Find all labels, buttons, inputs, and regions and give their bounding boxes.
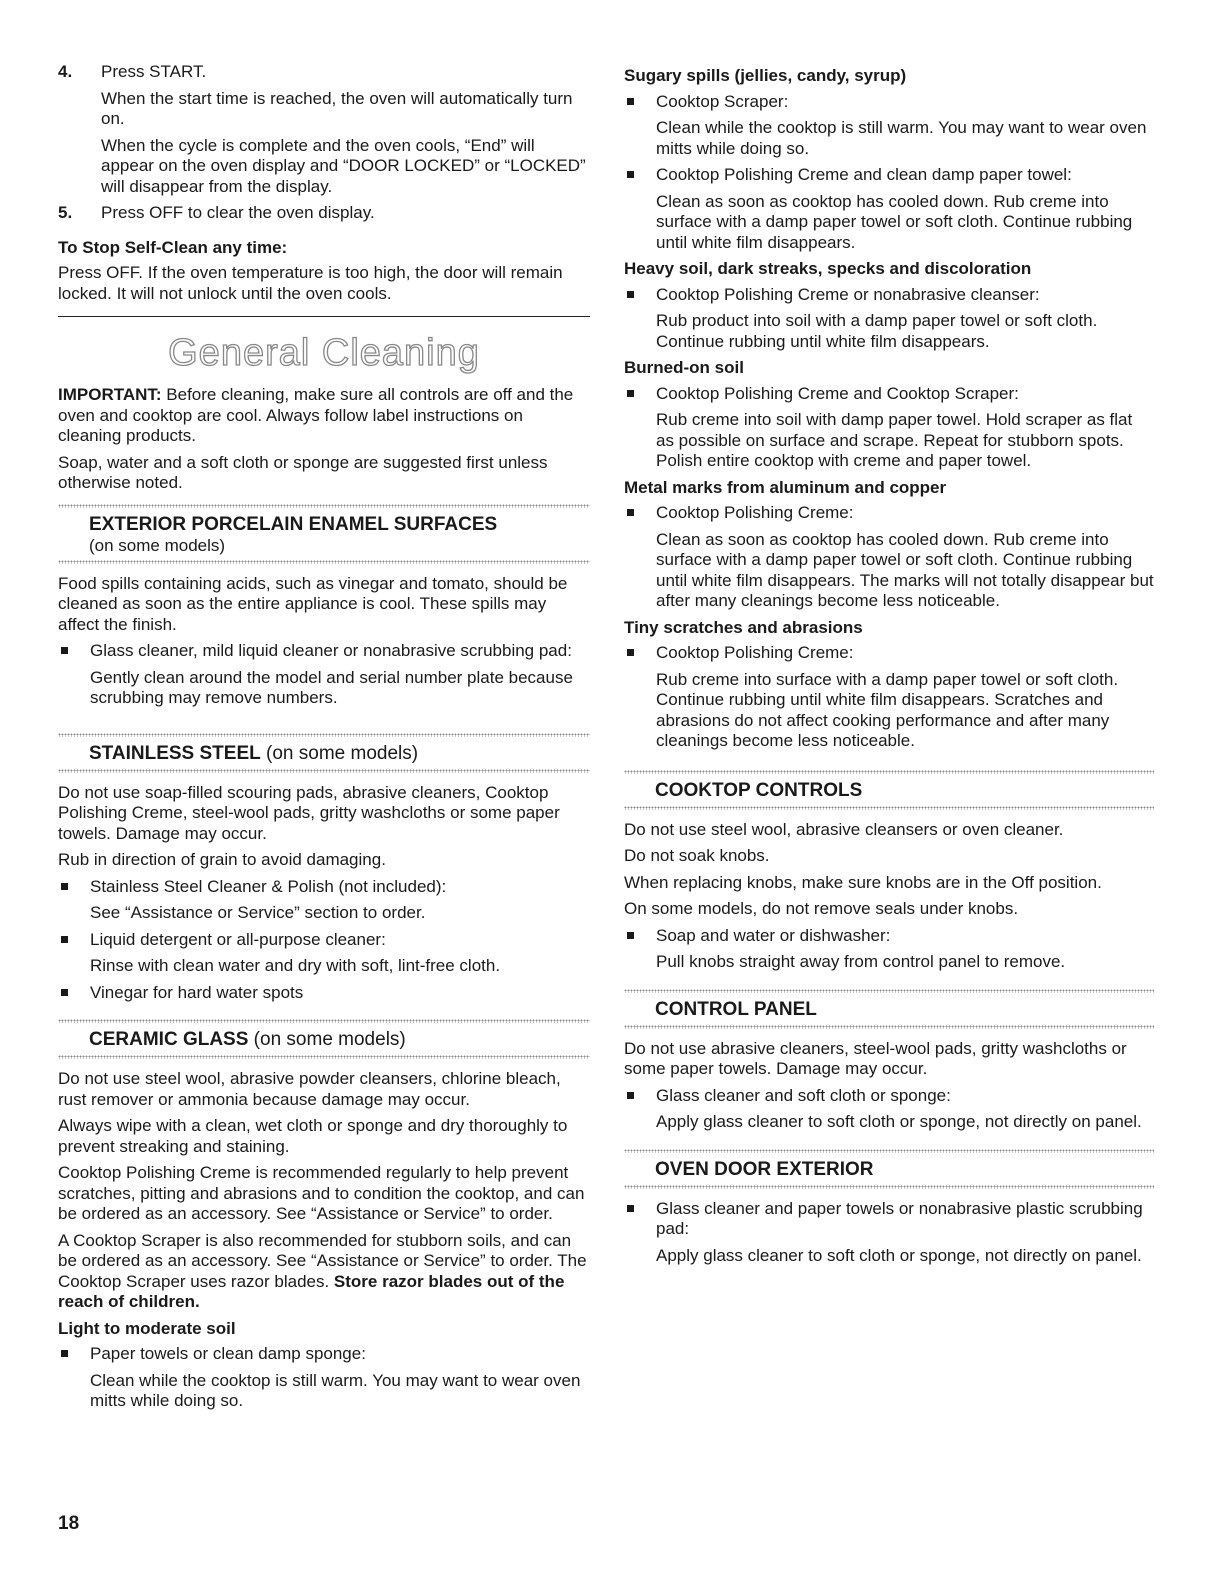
section-header-cooktop-controls	[624, 770, 1154, 810]
bullet-square-icon	[627, 1205, 634, 1212]
bullet-square-icon	[61, 989, 68, 996]
bullet-text: Cooktop Polishing Creme and clean damp paper towel:	[656, 165, 1072, 184]
section-title: COOKTOP CONTROLS	[655, 779, 863, 801]
bullet-item	[58, 983, 590, 1004]
section-header-control-panel	[624, 989, 1154, 1029]
bullet-item	[624, 92, 1154, 113]
bullet-item	[624, 384, 1154, 405]
section-subtitle: (on some models)	[89, 535, 226, 555]
panel-text: Do not use abrasive cleaners, steel-wool pads, gritty washcloths or some paper towels. Damage may occur.	[624, 1038, 1127, 1078]
bullet-square-icon	[61, 1350, 68, 1357]
step-4-detail-1: When the start time is reached, the oven will automatically turn on.	[101, 88, 573, 128]
bullet-square-icon	[627, 171, 634, 178]
bullet-text: Stainless Steel Cleaner & Polish (not included):	[90, 876, 447, 896]
stainless-text-1: Do not use soap-filled scouring pads, abrasive cleaners, Cooktop Polishing Creme, steel-wool pads, gritty washcloths or some paper towels. Damage may occur.	[58, 782, 560, 843]
section-header-ceramic	[58, 1019, 590, 1059]
dotted-rule	[624, 806, 1154, 810]
step-number: 4.	[58, 62, 73, 81]
bullet-detail: Rub creme into surface with a damp paper towel or soft cloth. Continue rubbing until white film disappears. Scratches and abrasions do not affect cooking performance and after many cleanings become less noticeable.	[656, 669, 1119, 750]
bullet-detail: Rinse with clean water and dry with soft, lint-free cloth.	[90, 956, 501, 975]
tiny-scratches-heading: Tiny scratches and abrasions	[624, 617, 863, 637]
bullet-square-icon	[627, 390, 634, 397]
bullet-item	[624, 503, 1154, 524]
bullet-text: Glass cleaner and soft cloth or sponge:	[656, 1085, 951, 1105]
stainless-text-2: Rub in direction of grain to avoid damaging.	[58, 850, 386, 869]
bullet-square-icon	[61, 883, 68, 890]
section-title-bold: CERAMIC GLASS	[89, 1029, 249, 1050]
ceramic-text-4-plain: A Cooktop Scraper is also recommended for stubborn soils, and can be ordered as an accessory. See “Assistance or Service” to order. The Cooktop Scraper uses razor blades.	[58, 1230, 587, 1291]
burned-soil-heading: Burned-on soil	[624, 358, 744, 377]
step-text: Press START.	[101, 62, 207, 81]
section-title-suffix: (on some models)	[260, 742, 419, 764]
sugary-heading: Sugary spills (jellies, candy, syrup)	[624, 66, 907, 85]
controls-text-4: On some models, do not remove seals under knobs.	[624, 899, 1019, 918]
controls-text-1: Do not use steel wool, abrasive cleansers or oven cleaner.	[624, 819, 1064, 839]
dotted-rule	[58, 560, 590, 564]
metal-marks-heading: Metal marks from aluminum and copper	[624, 477, 947, 497]
dotted-rule	[58, 769, 590, 773]
soap-note: Soap, water and a soft cloth or sponge are suggested first unless otherwise noted.	[58, 452, 548, 492]
section-header-oven-door	[624, 1149, 1154, 1189]
section-header-porcelain	[58, 504, 590, 564]
bullet-text: Vinegar for hard water spots	[90, 982, 304, 1002]
bullet-text: Liquid detergent or all-purpose cleaner:	[90, 929, 386, 949]
section-title: CONTROL PANEL	[655, 998, 817, 1020]
step-number: 5.	[58, 203, 73, 222]
heavy-soil-heading: Heavy soil, dark streaks, specks and discoloration	[624, 259, 1032, 278]
bullet-detail: Clean as soon as cooktop has cooled down. Rub creme into surface with a damp paper towel or soft cloth. Continue rubbing until white film disappears. The marks will not totally disappear but after many cleanings become less noticeable.	[656, 529, 1154, 610]
step-4-detail-2: When the cycle is complete and the oven cools, “End” will appear on the oven display and “DOOR LOCKED” or “LOCKED” will disappear from the display.	[101, 135, 586, 196]
section-header-stainless	[58, 733, 590, 773]
section-title: OVEN DOOR EXTERIOR	[655, 1158, 874, 1180]
section-divider	[58, 316, 590, 317]
light-soil-heading: Light to moderate soil	[58, 1318, 236, 1338]
controls-text-2: Do not soak knobs.	[624, 846, 770, 865]
bullet-text: Soap and water or dishwasher:	[656, 925, 891, 945]
bullet-detail: Pull knobs straight away from control panel to remove.	[656, 952, 1066, 971]
bullet-detail: See “Assistance or Service” section to order.	[90, 903, 426, 922]
bullet-square-icon	[627, 649, 634, 656]
bullet-detail: Rub creme into soil with damp paper towel. Hold scraper as flat as possible on surface and scrape. Repeat for stubborn spots. Polish entire cooktop with creme and paper towel.	[656, 410, 1133, 470]
bullet-detail: Apply glass cleaner to soft cloth or sponge, not directly on panel.	[656, 1112, 1142, 1131]
bullet-square-icon	[627, 1092, 634, 1099]
section-title-bold: STAINLESS STEEL	[89, 742, 261, 764]
dotted-rule	[58, 1055, 590, 1059]
bullet-detail: Clean as soon as cooktop has cooled down. Rub creme into surface with a damp paper towel or soft cloth. Continue rubbing until white film disappears.	[656, 191, 1133, 252]
ceramic-text-2: Always wipe with a clean, wet cloth or sponge and dry thoroughly to prevent streaking and staining.	[58, 1116, 568, 1156]
general-cleaning-title: General Cleaning	[168, 332, 480, 374]
left-column	[58, 62, 590, 1418]
bullet-square-icon	[61, 936, 68, 943]
bullet-text: Cooktop Polishing Creme:	[656, 643, 854, 662]
page-number: 18	[58, 1513, 80, 1534]
ceramic-warning: Store razor blades out of the reach of children.	[58, 1271, 565, 1311]
controls-text-3: When replacing knobs, make sure knobs are in the Off position.	[624, 872, 1102, 892]
ceramic-text-1: Do not use steel wool, abrasive powder cleansers, chlorine bleach, rust remover or ammonia because damage may occur.	[58, 1069, 561, 1109]
bullet-item	[58, 877, 590, 898]
ceramic-text-3: Cooktop Polishing Creme is recommended regularly to help prevent scratches, pitting and abrasions and to condition the cooktop, and can be ordered as an accessory. See “Assistance or Service” to order.	[58, 1163, 585, 1223]
bullet-detail: Clean while the cooktop is still warm. You may want to wear oven mitts while doing so.	[90, 1370, 581, 1410]
bullet-detail: Clean while the cooktop is still warm. You may want to wear oven mitts while doing so.	[656, 118, 1147, 158]
bullet-text: Cooktop Polishing Creme and Cooktop Scraper:	[656, 383, 1019, 403]
bullet-item	[58, 930, 590, 951]
bullet-detail: Rub product into soil with a damp paper towel or soft cloth. Continue rubbing until white film disappears.	[656, 311, 1098, 351]
bullet-square-icon	[61, 647, 68, 654]
bullet-square-icon	[627, 932, 634, 939]
bullet-item	[624, 926, 1154, 947]
bullet-detail: Apply glass cleaner to soft cloth or sponge, not directly on panel.	[656, 1245, 1142, 1265]
right-column	[624, 62, 1154, 1272]
stop-self-clean-text: Press OFF. If the oven temperature is too high, the door will remain locked. It will not unlock until the oven cools.	[58, 263, 563, 303]
bullet-text: Glass cleaner, mild liquid cleaner or nonabrasive scrubbing pad:	[90, 641, 572, 660]
bullet-item	[624, 285, 1154, 306]
bullet-item	[58, 1344, 590, 1365]
bullet-item	[624, 1199, 1154, 1240]
porcelain-text: Food spills containing acids, such as vinegar and tomato, should be cleaned as soon as the entire appliance is cool. These spills may affect the finish.	[58, 573, 568, 634]
section-title	[89, 1029, 590, 1051]
step-5	[58, 203, 590, 224]
important-note	[58, 385, 590, 447]
bullet-item	[58, 641, 590, 662]
important-label: IMPORTANT:	[58, 385, 162, 404]
bullet-text: Paper towels or clean damp sponge:	[90, 1344, 366, 1363]
stop-self-clean-heading: To Stop Self-Clean any time:	[58, 237, 288, 257]
bullet-detail: Gently clean around the model and serial number plate because scrubbing may remove numbers.	[90, 667, 573, 707]
ceramic-text-4	[58, 1231, 590, 1313]
dotted-rule	[624, 1185, 1154, 1189]
section-title-suffix: (on some models)	[248, 1029, 406, 1050]
bullet-square-icon	[627, 98, 634, 105]
step-text: Press OFF to clear the oven display.	[101, 203, 375, 222]
bullet-text: Cooktop Scraper:	[656, 91, 789, 111]
bullet-item	[624, 1086, 1154, 1107]
section-title	[89, 743, 590, 765]
bullet-square-icon	[627, 291, 634, 298]
dotted-rule	[624, 1025, 1154, 1029]
important-text: Before cleaning, make sure all controls are off and the oven and cooktop are cool. Always follow label instructions on cleaning products.	[58, 385, 574, 445]
bullet-square-icon	[627, 509, 634, 516]
bullet-text: Cooktop Polishing Creme:	[656, 503, 854, 522]
section-title: EXTERIOR PORCELAIN ENAMEL SURFACES	[89, 513, 498, 535]
bullet-text: Glass cleaner and paper towels or nonabrasive plastic scrubbing pad:	[656, 1198, 1143, 1238]
bullet-text: Cooktop Polishing Creme or nonabrasive cleanser:	[656, 284, 1040, 304]
step-4	[58, 62, 590, 83]
bullet-item	[624, 643, 1154, 664]
bullet-item	[624, 165, 1154, 186]
